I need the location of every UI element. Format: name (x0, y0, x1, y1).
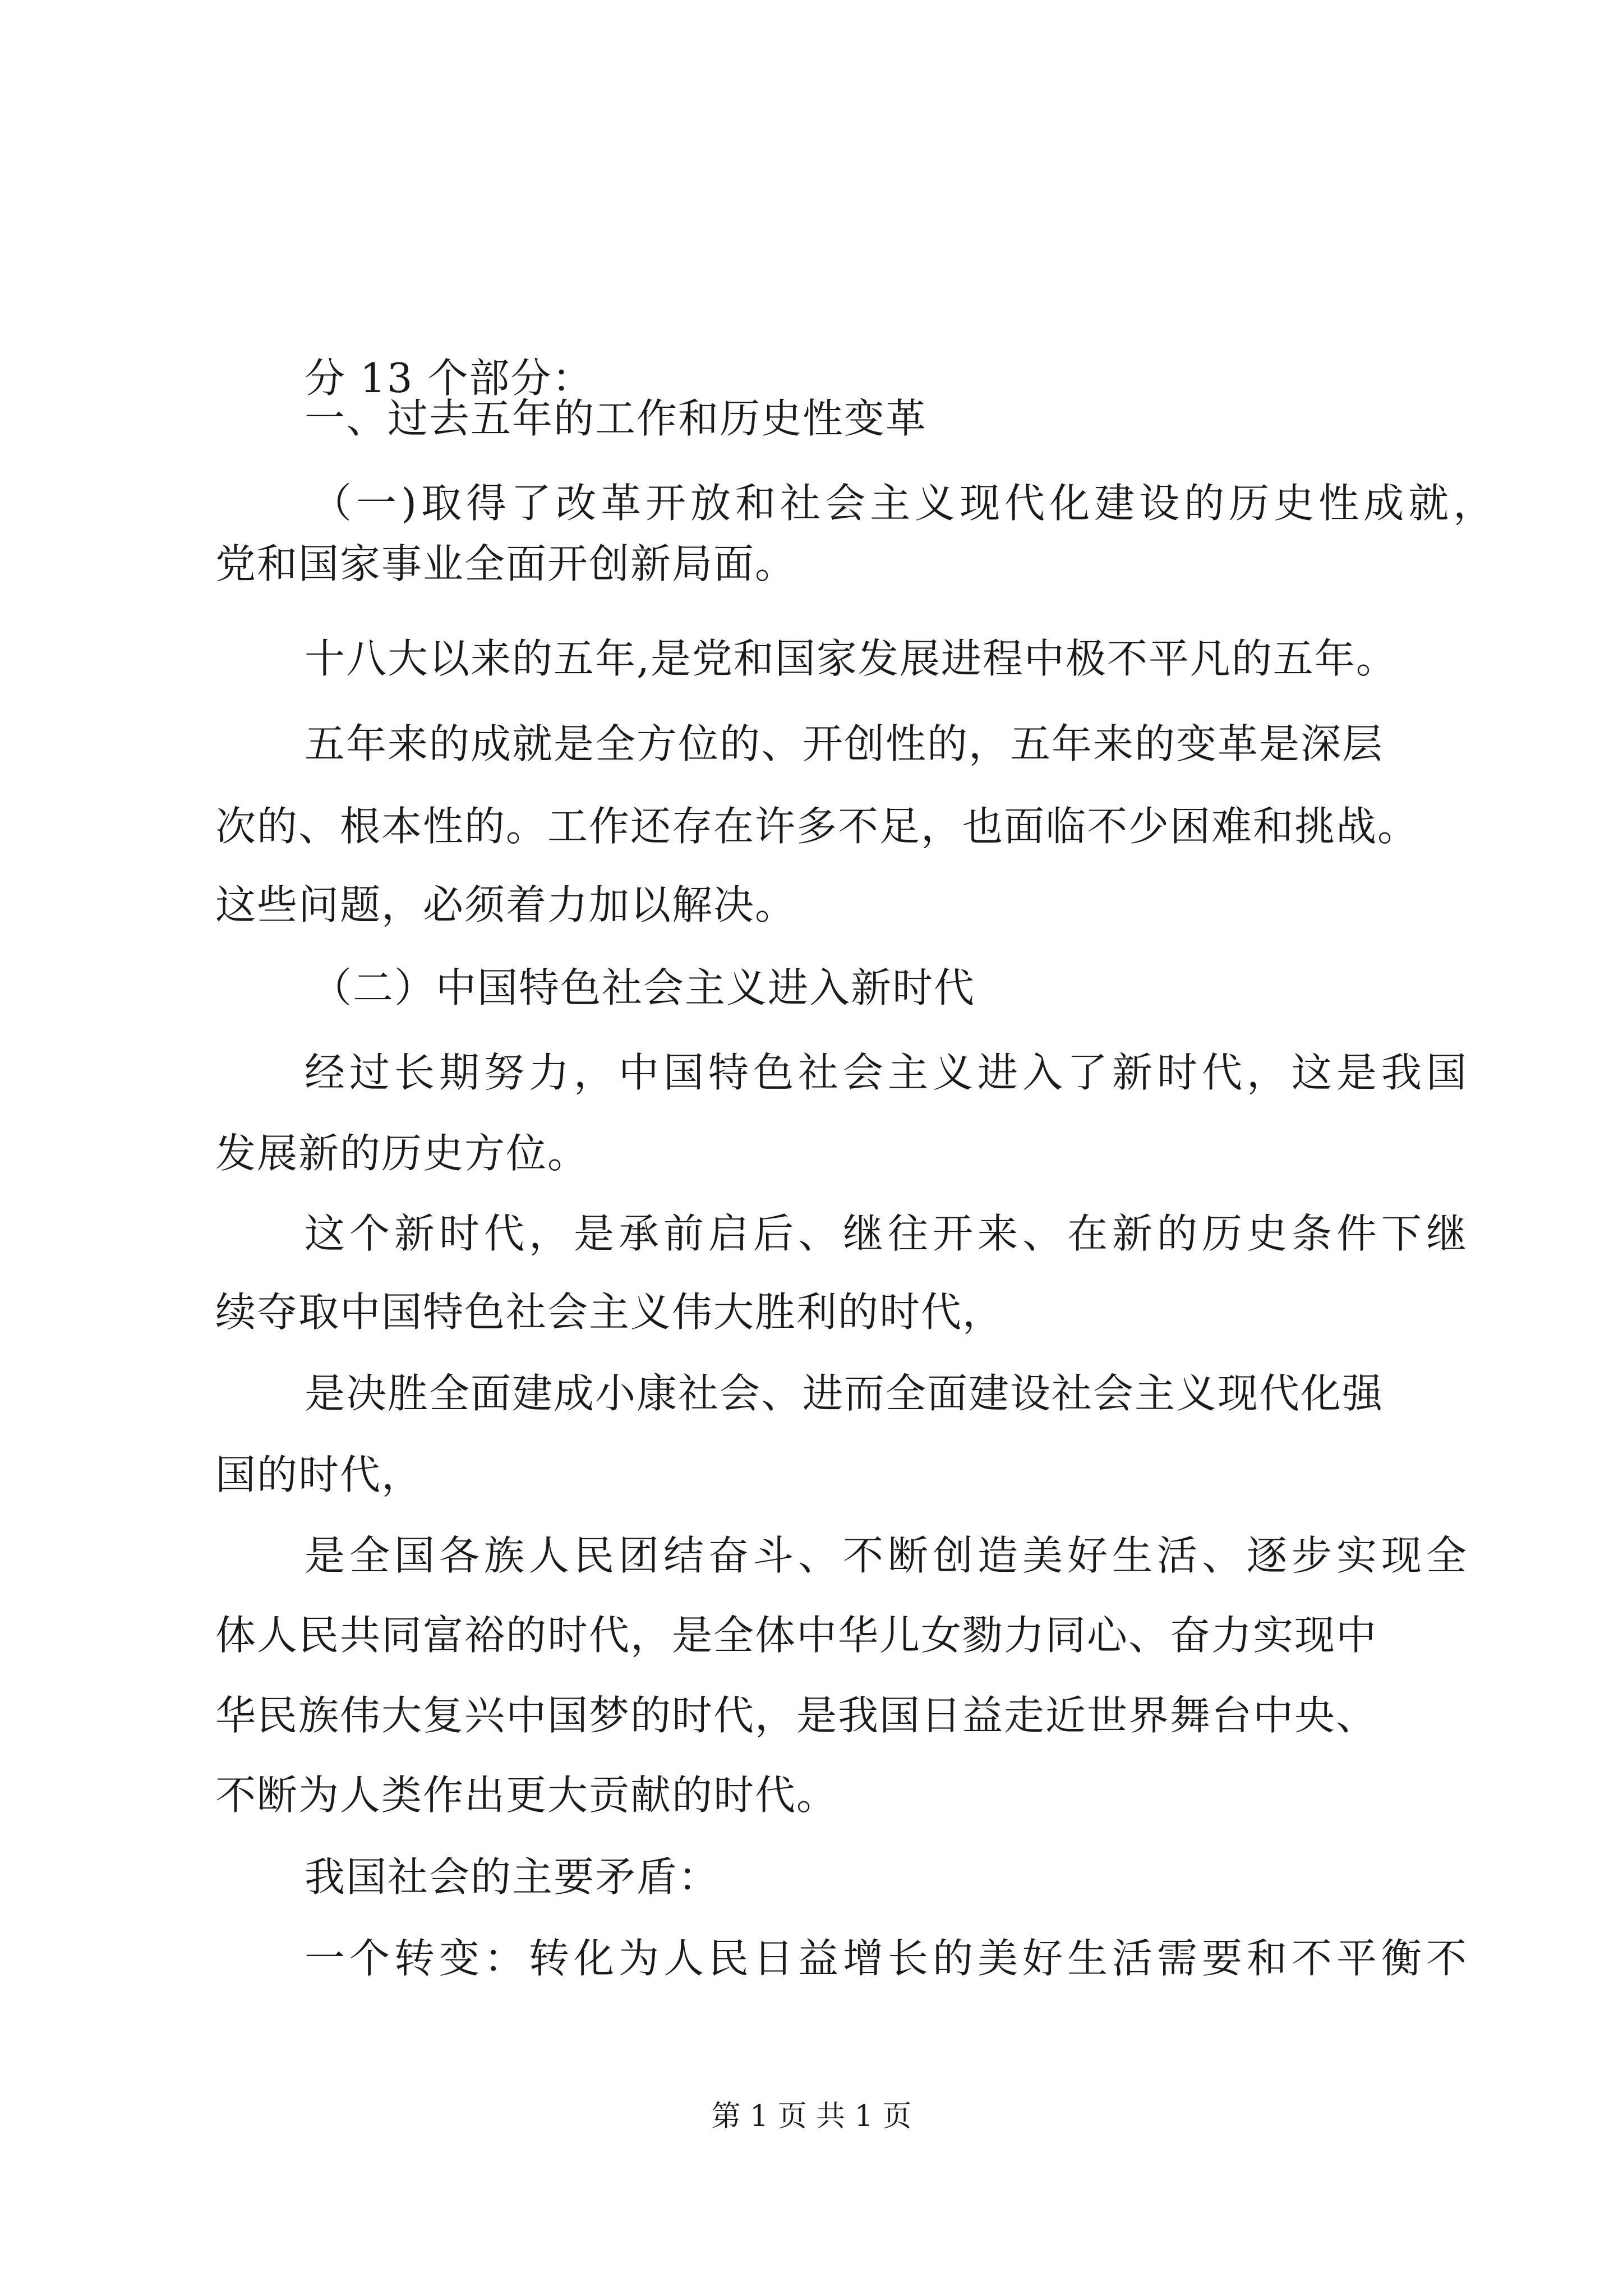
text-line: 经过长期努力，中国特色社会主义进入了新时代，这是我国 (305, 1049, 1472, 1096)
text-line: 次的、根本性的。工作还存在许多不足，也面临不少困难和挑战。 (215, 803, 1419, 850)
text-line: 一个转变：转化为人民日益增长的美好生活需要和不平衡不 (305, 1935, 1472, 1982)
text-line: 十八大以来的五年,是党和国家发展进程中极不平凡的五年。 (305, 635, 1398, 682)
text-line: 续夺取中国特色社会主义伟大胜利的时代， (215, 1289, 1004, 1336)
text-line: 分 13 个部分： (305, 355, 594, 402)
text-line: 是全国各族人民团结奋斗、不断创造美好生活、逐步实现全 (305, 1532, 1472, 1579)
text-line: 是决胜全面建成小康社会、进而全面建设社会主义现代化强 (305, 1370, 1384, 1417)
subsection-heading: （一)取得了改革开放和社会主义现代化建设的历史性成就， (311, 480, 1498, 527)
text-line: 这些问题，必须着力加以解决。 (215, 881, 797, 928)
text-line: 党和国家事业全面开创新局面。 (215, 540, 797, 587)
text-line: 我国社会的主要矛盾： (305, 1853, 720, 1901)
text-line: 不断为人类作出更大贡献的时代。 (215, 1772, 838, 1819)
text-line: 这个新时代，是承前启后、继往开来、在新的历史条件下继 (305, 1210, 1472, 1257)
page-number-footer: 第 1 页 共 1 页 (711, 2100, 912, 2133)
text-line: 国的时代， (215, 1451, 423, 1498)
text-line: 体人民共同富裕的时代，是全体中华儿女勠力同心、奋力实现中 (215, 1612, 1378, 1659)
text-line: 发展新的历史方位。 (215, 1130, 589, 1177)
subsection-heading: （二）中国特色社会主义进入新时代 (311, 964, 976, 1011)
text-line: 五年来的成就是全方位的、开创性的，五年来的变革是深层 (305, 720, 1384, 767)
section-heading: 一、过去五年的工作和历史性变革 (305, 395, 928, 442)
text-line: 华民族伟大复兴中国梦的时代，是我国日益走近世界舞台中央、 (215, 1692, 1378, 1739)
